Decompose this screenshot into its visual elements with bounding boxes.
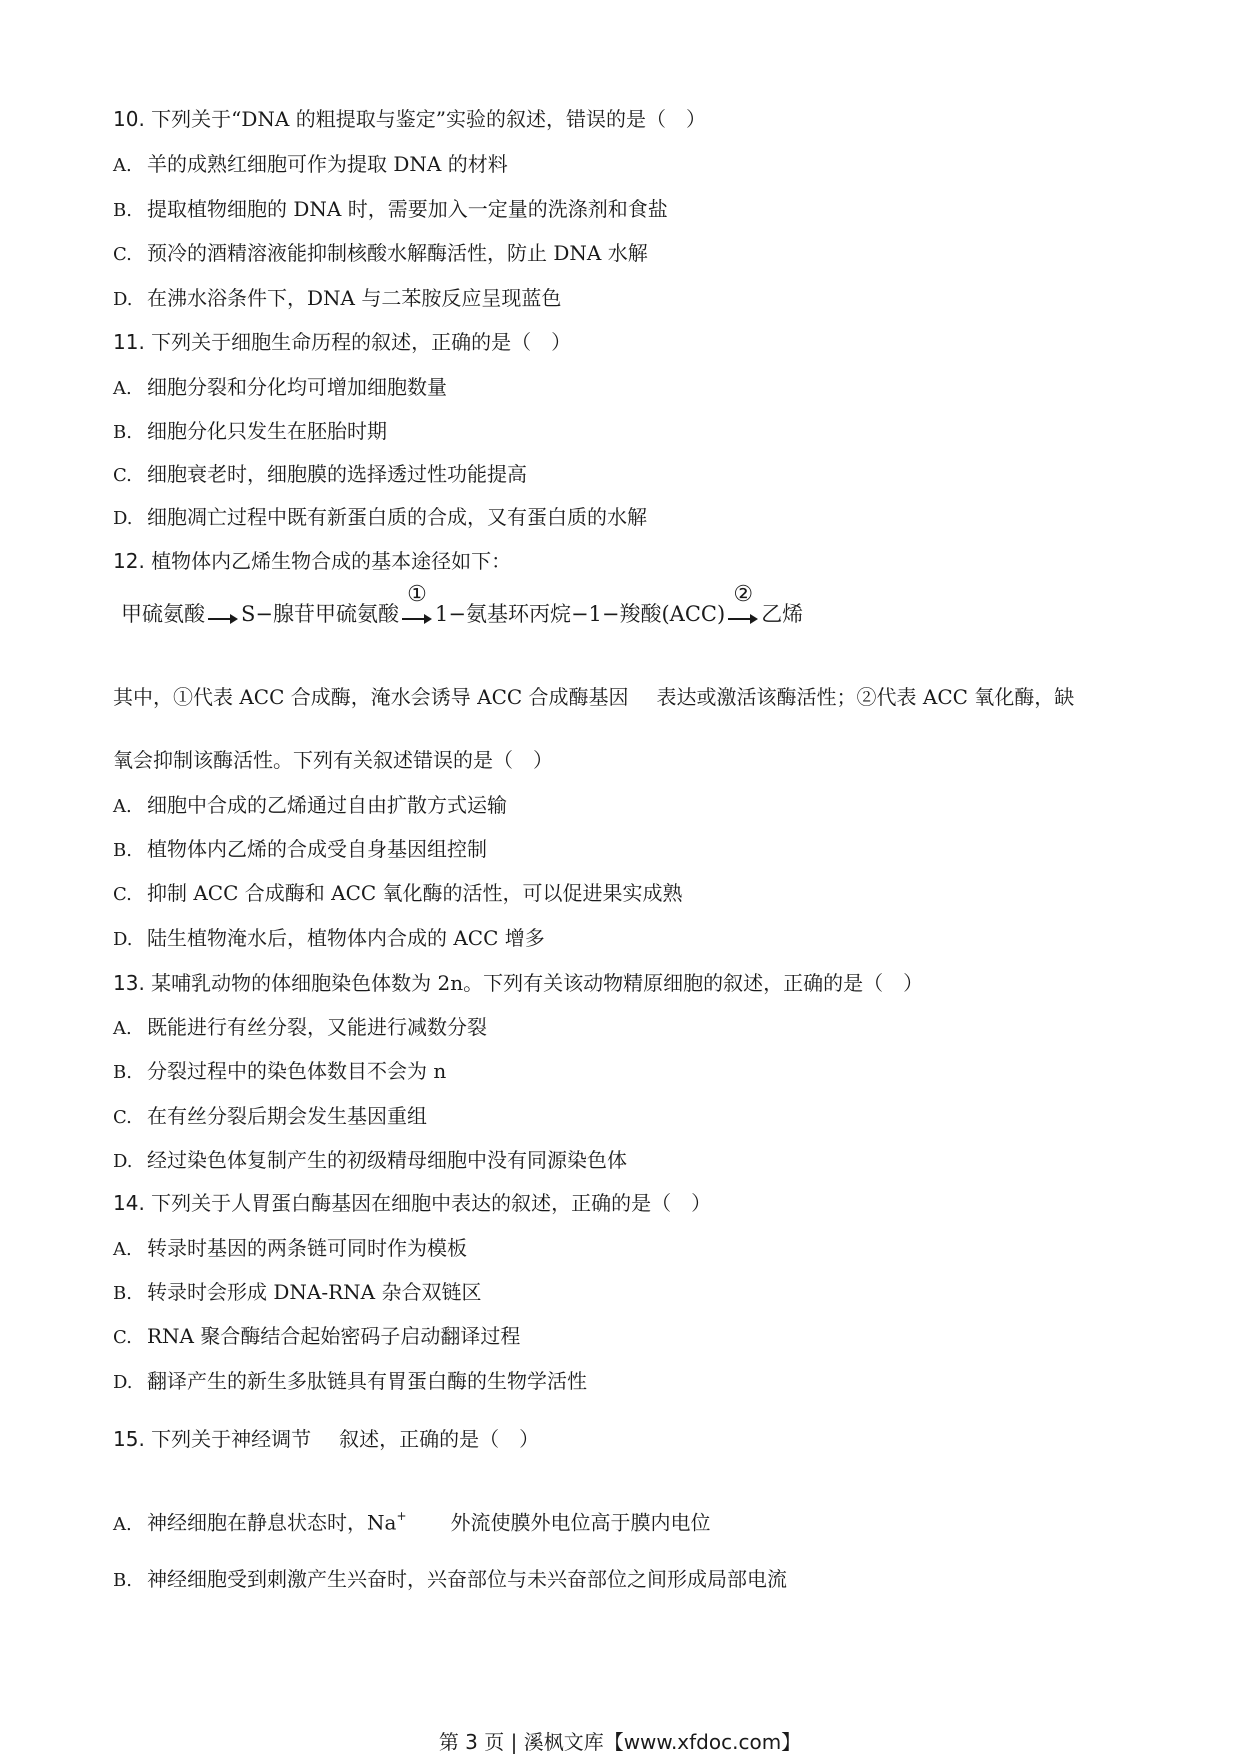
question-number: 15. [113, 1427, 145, 1451]
option-text: 植物体内乙烯的合成受自身基因组控制 [147, 837, 487, 861]
option-text: 细胞分裂和分化均可增加细胞数量 [147, 375, 447, 399]
option-letter: B. [113, 1283, 132, 1304]
option-text: 陆生植物淹水后，植物体内合成的 ACC 增多 [147, 926, 545, 950]
option-text: 外流使膜外电位高于膜内电位 [450, 1510, 711, 1535]
option-letter: D. [113, 929, 133, 950]
option-letter: D. [113, 1151, 133, 1172]
question-12-stem [113, 548, 511, 574]
pathway-arrow-icon [208, 606, 238, 626]
pathway-substance-acc: 1−氨基环丙烷−1−羧酸(ACC) [434, 602, 726, 626]
question-13-option-d [113, 1147, 627, 1175]
question-13-option-c [113, 1103, 427, 1131]
pathway-substance-methionine: 甲硫氨酸 [121, 602, 205, 626]
ethylene-pathway [121, 581, 804, 631]
pathway-arrow-icon [402, 581, 432, 626]
question-15-option-b [113, 1566, 787, 1594]
option-text: 预冷的酒精溶液能抑制核酸水解酶活性，防止 DNA 水解 [147, 241, 648, 265]
question-13-option-a [113, 1014, 487, 1042]
question-text: 叙述，正确的是（ ） [339, 1427, 540, 1451]
question-text: 下列关于细胞生命历程的叙述，正确的是（ ） [151, 330, 572, 354]
option-letter: D. [113, 1372, 133, 1393]
page-footer: 第 3 页 | 溪枫文库【www.xfdoc.com】 [438, 1730, 802, 1754]
pathway-substance-ethylene: 乙烯 [761, 602, 804, 626]
question-text: 下列关于“DNA 的粗提取与鉴定”实验的叙述，错误的是（ ） [151, 107, 706, 131]
option-text: 分裂过程中的染色体数目不会为 n [147, 1059, 447, 1083]
question-12-option-b [113, 836, 487, 864]
option-letter: B. [113, 200, 132, 221]
question-11-option-d [113, 504, 647, 532]
question-text: 某哺乳动物的体细胞染色体数为 2n。下列有关该动物精原细胞的叙述，正确的是（ ） [151, 971, 924, 995]
superscript-plus: + [396, 1509, 407, 1523]
option-text: 既能进行有丝分裂，又能进行减数分裂 [147, 1015, 487, 1039]
option-letter: B. [113, 1062, 132, 1083]
option-letter: A. [113, 796, 132, 817]
option-letter: A. [113, 1239, 132, 1260]
option-text: 神经细胞在静息状态时，Na [147, 1510, 397, 1535]
question-12-option-d [113, 925, 545, 953]
question-15-option-a [113, 1505, 711, 1538]
question-14-option-a [113, 1235, 467, 1263]
question-13-option-b [113, 1058, 446, 1086]
option-text: 细胞凋亡过程中既有新蛋白质的合成，又有蛋白质的水解 [147, 505, 647, 529]
option-letter: D. [113, 508, 133, 529]
paragraph-text: 其中，①代表 ACC 合成酶，淹水会诱导 ACC 合成酶基因 [113, 685, 629, 709]
option-letter: C. [113, 244, 132, 265]
option-letter: C. [113, 884, 132, 905]
option-letter: A. [113, 155, 132, 176]
paragraph-text: 氧会抑制该酶活性。下列有关叙述错误的是（ ） [113, 748, 553, 772]
question-14-stem [113, 1190, 711, 1216]
question-13-stem [113, 970, 923, 996]
option-text: 转录时基因的两条链可同时作为模板 [147, 1236, 467, 1260]
question-number: 13. [113, 971, 145, 995]
pathway-step-label: ① [407, 581, 427, 607]
question-number: 11. [113, 330, 145, 354]
question-number: 10. [113, 107, 145, 131]
question-text: 下列关于人胃蛋白酶基因在细胞中表达的叙述，正确的是（ ） [151, 1191, 712, 1215]
pathway-arrow-icon [728, 581, 758, 626]
option-letter: C. [113, 465, 132, 486]
question-10-option-a [113, 151, 508, 179]
question-11-option-a [113, 374, 447, 402]
option-text: 细胞衰老时，细胞膜的选择透过性功能提高 [147, 462, 527, 486]
question-10-option-d [113, 285, 561, 313]
option-text: 提取植物细胞的 DNA 时，需要加入一定量的洗涤剂和食盐 [147, 197, 668, 221]
question-10-option-b [113, 196, 668, 224]
option-letter: A. [113, 1513, 132, 1535]
option-letter: A. [113, 1018, 132, 1039]
question-12-option-c [113, 880, 683, 908]
option-text: 抑制 ACC 合成酶和 ACC 氧化酶的活性，可以促进果实成熟 [147, 881, 683, 905]
option-text: 经过染色体复制产生的初级精母细胞中没有同源染色体 [147, 1148, 627, 1172]
option-text: 翻译产生的新生多肽链具有胃蛋白酶的生物学活性 [147, 1369, 587, 1393]
question-14-option-c [113, 1323, 520, 1351]
option-text: 羊的成熟红细胞可作为提取 DNA 的材料 [147, 152, 508, 176]
question-12-paragraph-line-2 [113, 747, 553, 773]
option-text: 在有丝分裂后期会发生基因重组 [147, 1104, 427, 1128]
question-12-paragraph-line-1 [113, 684, 1074, 710]
question-10-stem [113, 106, 706, 132]
option-letter: D. [113, 289, 133, 310]
question-text: 植物体内乙烯生物合成的基本途径如下： [151, 549, 512, 573]
question-11-stem [113, 329, 571, 355]
question-10-option-c [113, 240, 648, 268]
question-15-stem [113, 1426, 539, 1452]
option-text: 神经细胞受到刺激产生兴奋时，兴奋部位与未兴奋部位之间形成局部电流 [147, 1567, 787, 1591]
paragraph-text: 表达或激活该酶活性；②代表 ACC 氧化酶，缺 [656, 685, 1075, 709]
option-letter: B. [113, 422, 132, 443]
option-text: RNA 聚合酶结合起始密码子启动翻译过程 [147, 1324, 521, 1348]
question-11-option-c [113, 461, 527, 489]
option-letter: A. [113, 378, 132, 399]
pathway-step-label: ② [733, 581, 754, 607]
option-letter: C. [113, 1327, 132, 1348]
question-14-option-b [113, 1279, 481, 1307]
option-text: 细胞分化只发生在胚胎时期 [147, 419, 387, 443]
question-number: 14. [113, 1191, 145, 1215]
option-text: 在沸水浴条件下，DNA 与二苯胺反应呈现蓝色 [147, 286, 562, 310]
question-text: 下列关于神经调节 [151, 1427, 312, 1451]
pathway-substance-sam: S−腺苷甲硫氨酸 [241, 602, 399, 626]
question-number: 12. [113, 549, 145, 573]
question-14-option-d [113, 1368, 587, 1396]
question-12-option-a [113, 792, 507, 820]
option-letter: C. [113, 1107, 132, 1128]
option-text: 转录时会形成 DNA-RNA 杂合双链区 [147, 1280, 482, 1304]
option-text: 细胞中合成的乙烯通过自由扩散方式运输 [147, 793, 507, 817]
question-11-option-b [113, 418, 387, 446]
option-letter: B. [113, 840, 132, 861]
option-letter: B. [113, 1570, 132, 1591]
